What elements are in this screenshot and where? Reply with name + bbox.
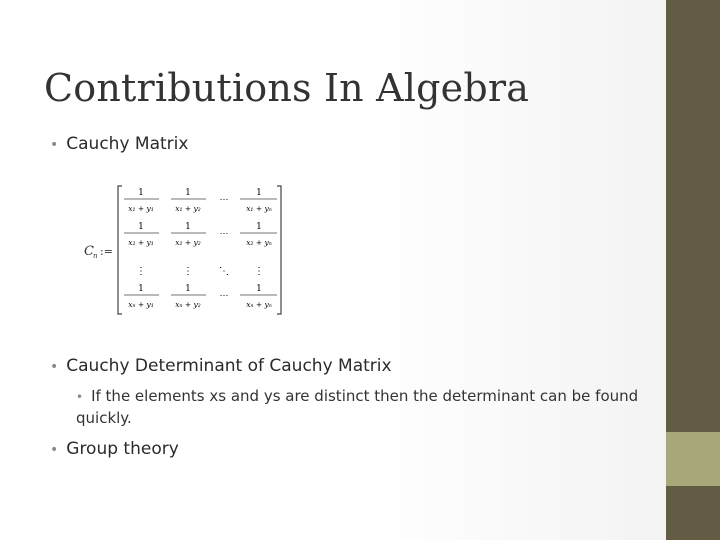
right-bracket [277,186,281,314]
cauchy-matrix-formula [84,184,288,316]
bullet-text: Cauchy Determinant of Cauchy Matrix [66,356,392,376]
side-rail-top [666,0,720,432]
denominator: xₙ + y₁ [128,300,154,309]
ddots: ⋱ [219,266,229,277]
formula-lhs-sub: n [93,252,98,260]
side-rail-accent [666,432,720,486]
bullet-dot-icon: • [50,137,59,153]
numerator: 1 [256,222,262,232]
bullet-cauchy-determinant [50,356,392,376]
denominator: x₂ + y₂ [175,238,201,247]
denominator: x₂ + y₁ [128,238,154,247]
bullet-group-theory [50,439,179,459]
numerator: 1 [138,222,144,232]
denominator: xₙ + yₙ [246,300,272,309]
numerator: 1 [256,284,262,294]
bullet-text: Group theory [66,439,179,459]
formula-lhs: C [84,244,94,259]
matrix-row-n [124,284,277,309]
bullet-dot-icon: • [50,359,59,375]
matrix-row-2 [124,222,277,247]
denominator: xₙ + y₂ [175,300,201,309]
vdots: ⋮ [254,266,264,277]
formula-assign: := [100,245,113,258]
matrix-row-1 [124,188,277,213]
sub-bullet-distinct-elements [76,386,646,429]
left-bracket [118,186,122,314]
vdots: ⋮ [183,266,193,277]
side-rail-bottom [666,486,720,540]
formula-svg [84,184,288,316]
numerator: 1 [185,284,191,294]
numerator: 1 [256,188,262,198]
denominator: x₁ + y₂ [175,204,201,213]
denominator: x₂ + yₙ [246,238,272,247]
numerator: 1 [138,284,144,294]
denominator: x₁ + y₁ [128,204,154,213]
matrix-row-dots [136,266,264,277]
slide-title: Contributions In Algebra [44,66,530,110]
numerator: 1 [185,222,191,232]
hdots: ⋯ [219,229,229,239]
denominator: x₁ + yₙ [246,204,272,213]
bullet-text: Cauchy Matrix [66,134,189,154]
hdots: ⋯ [219,195,229,205]
bullet-dot-icon: • [50,442,59,458]
numerator: 1 [185,188,191,198]
hdots: ⋯ [219,291,229,301]
vdots: ⋮ [136,266,146,277]
sub-bullet-text: If the elements xs and ys are distinct then the determinant can be found quickly. [76,387,639,427]
bullet-cauchy-matrix [50,134,188,154]
bullet-dot-icon: • [76,390,84,404]
numerator: 1 [138,188,144,198]
